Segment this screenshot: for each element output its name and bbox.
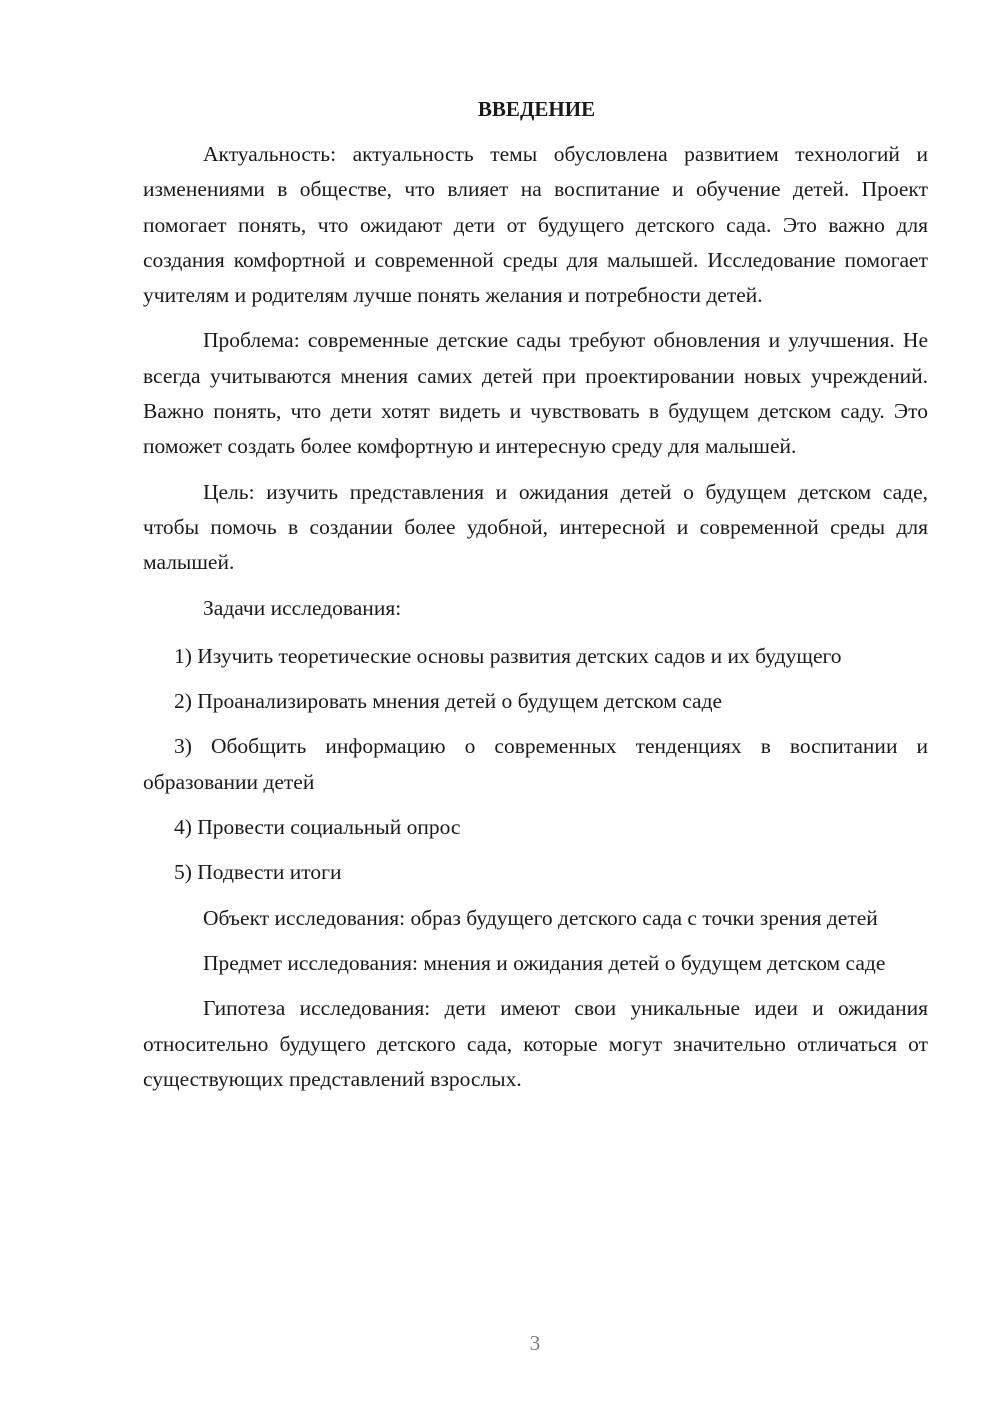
goal-paragraph: Цель: изучить представления и ожидания детей о будущем детском саде, чтобы помочь в создании более удобной, интересной и современной среды для малышей. — [143, 479, 928, 575]
task-item: 3) Обобщить информацию о современных тенденциях в воспитании и образовании детей — [143, 734, 928, 794]
task-item: 4) Провести социальный опрос — [174, 815, 461, 840]
document-page — [143, 92, 928, 1107]
tasks-list — [143, 639, 928, 891]
problem-paragraph: Проблема: современные детские сады требуют обновления и улучшения. Не всегда учитываются мнения самих детей при проектировании новых учреждений. Важно понять, что дети хотят видеть и чувствовать в будущем детском саду. Это поможет создать более комфортную и интересную среду для малышей. — [143, 328, 928, 459]
task-item: 2) Проанализировать мнения детей о будущем детском саде — [174, 689, 723, 714]
section-heading: ВВЕДЕНИЕ — [477, 97, 596, 121]
relevance-paragraph: Актуальность: актуальность темы обусловлена развитием технологий и изменениями в обществе, что влияет на воспитание и обучение детей. Проект помогает понять, что ожидают дети от будущего детского сада. Это важно для создания комфортной и современной среды для малышей. Исследование помогает учителям и родителям лучше понять желания и потребности детей. — [143, 142, 928, 308]
subject-paragraph: Предмет исследования: мнения и ожидания детей о будущем детском саде — [203, 950, 886, 975]
object-paragraph: Объект исследования: образ будущего детского сада с точки зрения детей — [203, 905, 878, 930]
task-item: 5) Подвести итоги — [174, 860, 342, 885]
task-item: 1) Изучить теоретические основы развития детских садов и их будущего — [174, 643, 842, 668]
page-number: 3 — [529, 1331, 541, 1355]
tasks-intro: Задачи исследования: — [203, 595, 402, 620]
hypothesis-paragraph: Гипотеза исследования: дети имеют свои уникальные идеи и ожидания относительно будущего детского сада, которые могут значительно отличаться от существующих представлений взрослых. — [143, 996, 928, 1091]
